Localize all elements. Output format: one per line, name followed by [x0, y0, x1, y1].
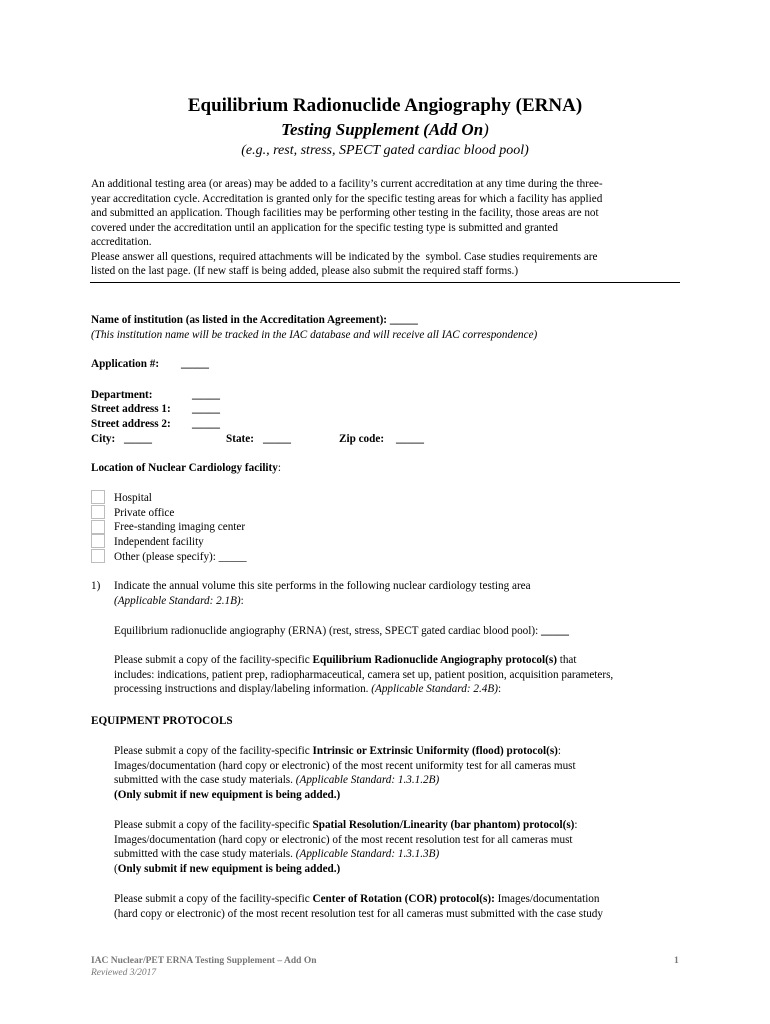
- page-number: 1: [674, 956, 679, 966]
- equipment-heading: EQUIPMENT PROTOCOLS: [91, 715, 233, 727]
- intro-line: Please answer all questions, required attachments will be indicated by the symbol. Case studies requirements are: [91, 250, 598, 263]
- question-standard: (Applicable Standard: 2.1B):: [114, 595, 244, 607]
- subtitle-main: Testing Supplement (Add On: [281, 120, 484, 139]
- cor-protocol-requirement: Please submit a copy of the facility-specific Center of Rotation (COR) protocol(s): Images/documentation (hard copy or electronic) of the most recent resolution test for all cameras must submitted with the case study: [114, 893, 603, 920]
- institution-note: (This institution name will be tracked in the IAC database and will receive all IAC correspondence): [91, 329, 538, 341]
- intro-divider: [90, 282, 680, 283]
- checkbox-other[interactable]: [91, 549, 105, 563]
- intro-line: listed on the last page. (If new staff is being added, please also submit the required staff forms.): [91, 265, 519, 277]
- footer-title: IAC Nuclear/PET ERNA Testing Supplement – Add On: [91, 956, 317, 966]
- zip-field[interactable]: _____: [396, 433, 424, 445]
- state-field[interactable]: _____: [263, 433, 291, 445]
- option-independent: Independent facility: [114, 536, 204, 548]
- state-label: State:: [226, 433, 254, 445]
- spatial-resolution-protocol-requirement: Please submit a copy of the facility-specific Spatial Resolution/Linearity (bar phantom) protocol(s): Images/documentation (hard copy or electronic) of the most recent resolution test for all cameras must submitted with the case study materials. (Applicable Standard: 1.3.1.3B) (Only submit if new equipment is being added.): [114, 819, 578, 875]
- intro-line: An additional testing area (or areas) may be added to a facility’s current accreditation at any time during the three-: [91, 178, 603, 190]
- intro-line: covered under the accreditation until an application for the specific testing type is submitted and granted: [91, 221, 558, 234]
- erna-protocol-requirement: Please submit a copy of the facility-specific Equilibrium Radionuclide Angiography protocol(s) that includes: indications, patient prep, radiopharmaceutical, camera set up, patient position, acquisition parameters, processing instructions and display/labeling information. (Applicable Standard: 2.4B):: [114, 654, 614, 695]
- intro-line: year accreditation cycle. Accreditation is granted only for the specific testing areas for which a facility has applied: [91, 192, 603, 205]
- intro-line: and submitted an application. Though facilities may be performing other testing in the facility, those areas are not: [91, 207, 599, 219]
- department-label: Department:: [91, 389, 153, 401]
- street2-label: Street address 2:: [91, 418, 171, 430]
- option-free-standing: Free-standing imaging center: [114, 521, 246, 533]
- zip-label: Zip code:: [339, 433, 385, 445]
- checkbox-independent[interactable]: [91, 534, 105, 548]
- institution-field[interactable]: [91, 313, 418, 328]
- option-other[interactable]: Other (please specify): _____: [114, 551, 247, 563]
- location-heading: Location of Nuclear Cardiology facility:: [91, 462, 281, 474]
- question-text: Indicate the annual volume this site performs in the following nuclear cardiology testing area: [114, 580, 531, 592]
- intro-line: accreditation.: [91, 236, 152, 248]
- city-field[interactable]: _____: [124, 433, 152, 445]
- street1-label: Street address 1:: [91, 403, 171, 415]
- checkbox-free-standing[interactable]: [91, 520, 105, 534]
- street1-field[interactable]: _____: [192, 403, 220, 415]
- application-label: Application #:: [91, 358, 160, 370]
- intro-paragraph: [91, 177, 691, 279]
- checkbox-private-office[interactable]: [91, 505, 105, 519]
- document-subtitle-examples: (e.g., rest, stress, SPECT gated cardiac blood pool): [241, 143, 529, 158]
- document-title: Equilibrium Radionuclide Angiography (ERNA): [187, 95, 583, 116]
- document-subtitle: [60, 119, 710, 141]
- option-private-office: Private office: [114, 507, 175, 519]
- erna-volume-field[interactable]: Equilibrium radionuclide angiography (ERNA) (rest, stress, SPECT gated cardiac blood pool): _____: [114, 625, 569, 637]
- checkbox-hospital[interactable]: [91, 490, 105, 504]
- footer-reviewed: Reviewed 3/2017: [91, 968, 157, 978]
- subtitle-paren: ): [483, 120, 489, 139]
- application-number-field[interactable]: _____: [181, 358, 209, 370]
- city-label: City:: [91, 433, 116, 445]
- question-number: 1): [91, 580, 101, 592]
- uniformity-protocol-requirement: Please submit a copy of the facility-specific Intrinsic or Extrinsic Uniformity (flood) protocol(s): Images/documentation (hard copy or electronic) of the most recent uniformity test for all cameras must submitted with the case study materials. (Applicable Standard: 1.3.1.2B) (Only submit if new equipment is being added.): [114, 745, 576, 801]
- institution-label: Name of institution (as listed in the Accreditation Agreement):: [91, 314, 388, 326]
- institution-blank[interactable]: _____: [389, 314, 418, 326]
- department-field[interactable]: _____: [192, 389, 220, 401]
- option-hospital: Hospital: [114, 492, 152, 504]
- street2-field[interactable]: _____: [192, 418, 220, 430]
